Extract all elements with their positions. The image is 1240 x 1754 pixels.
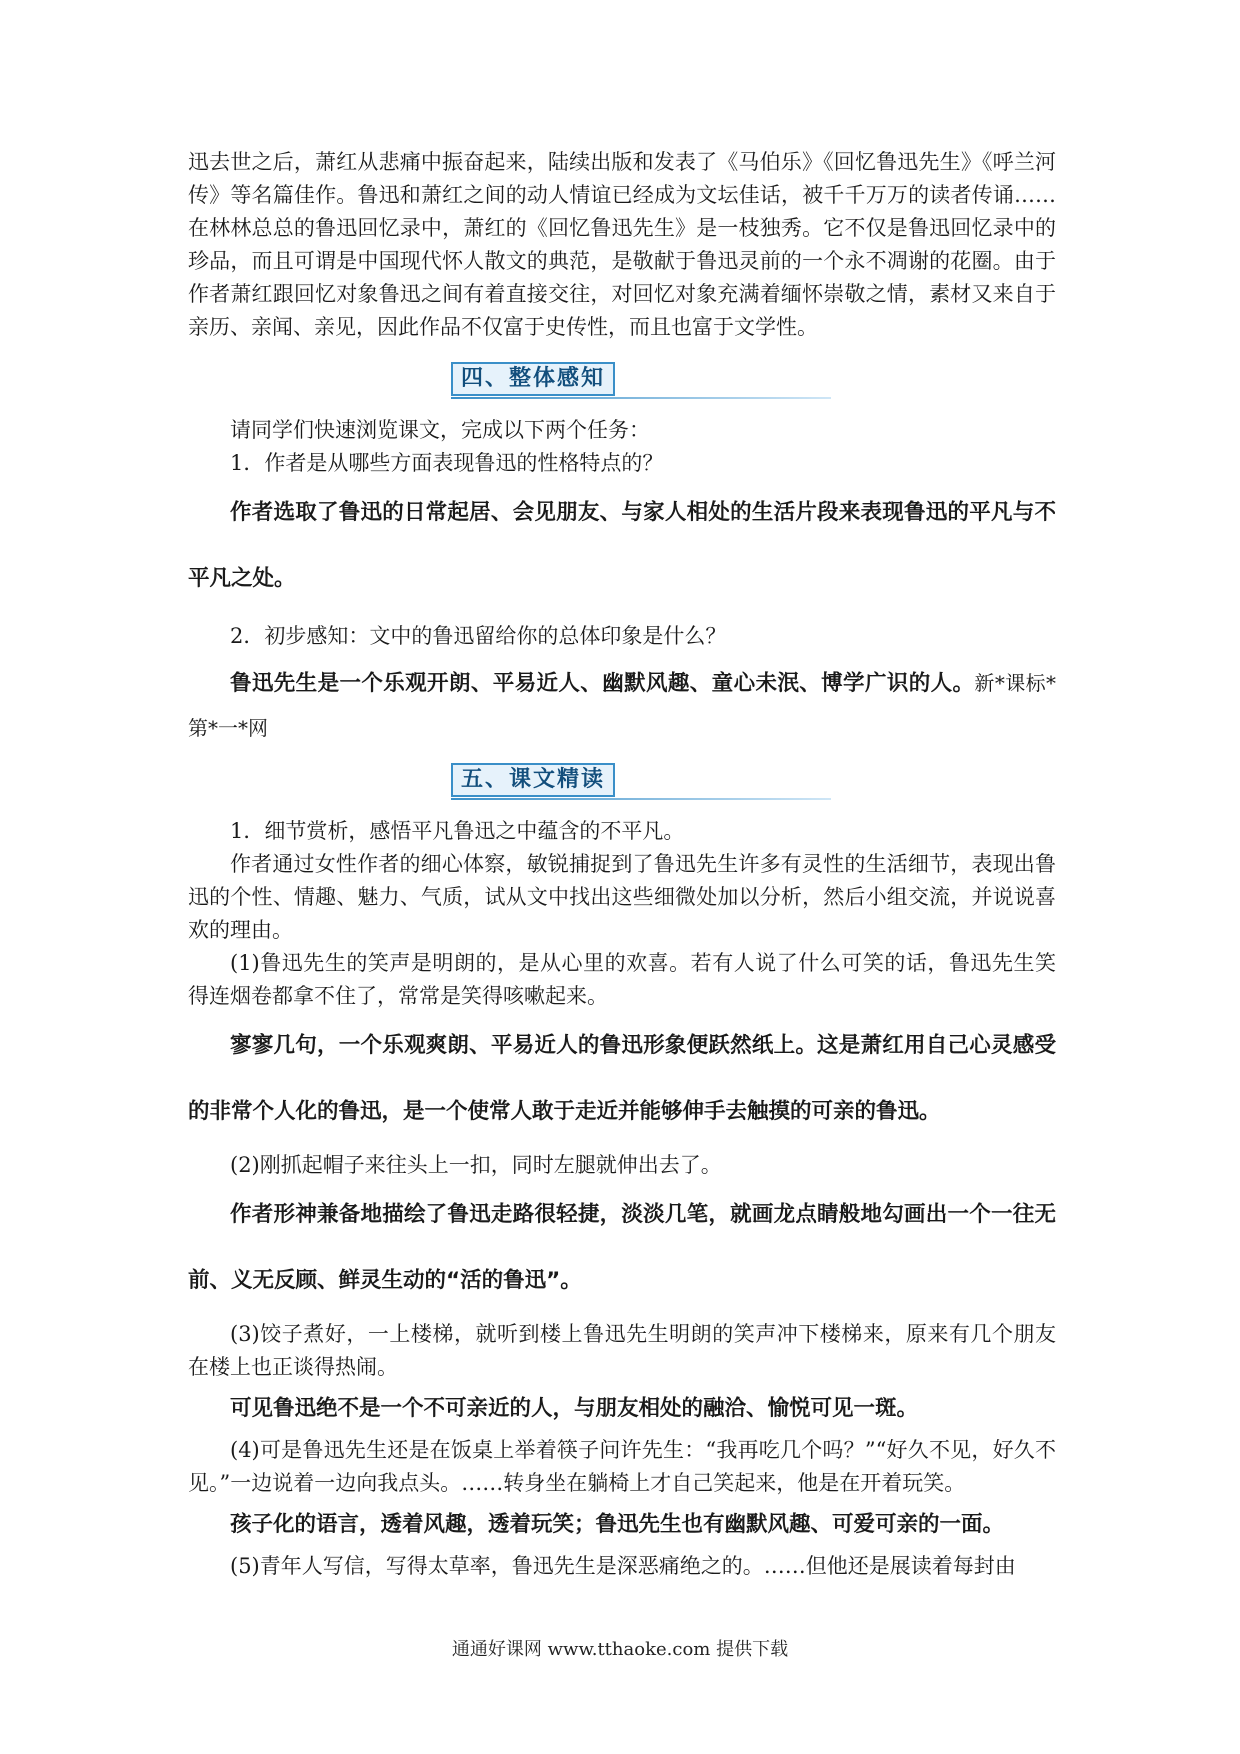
- section-5-title: 五、课文精读: [451, 763, 615, 797]
- section-4-title: 四、整体感知: [451, 362, 615, 396]
- answer-2-text: 鲁迅先生是一个乐观开朗、平易近人、幽默风趣、童心未泯、博学广识的人。: [230, 671, 975, 696]
- excerpt-4: (4)可是鲁迅先生还是在饭桌上举着筷子问许先生：“我再吃几个吗？”“好久不见，好久不见。”一边说着一边向我点头。……转身坐在躺椅上才自己笑起来，他是在开着玩笑。: [188, 1438, 1056, 1495]
- section-5-heading: [188, 759, 1056, 801]
- answer-1: 作者选取了鲁迅的日常起居、会见朋友、与家人相处的生活片段来表现鲁迅的平凡与不平凡之处。: [188, 500, 1056, 591]
- analysis-2: 作者形神兼备地描绘了鲁迅走路很轻捷，淡淡几笔，就画龙点睛般地勾画出一个一往无前、义无反顾、鲜灵生动的“活的鲁迅”。: [188, 1202, 1056, 1293]
- question-1: 1．作者是从哪些方面表现鲁迅的性格特点的？: [230, 451, 664, 475]
- analysis-1: 寥寥几句，一个乐观爽朗、平易近人的鲁迅形象便跃然纸上。这是萧红用自己心灵感受的非常个人化的鲁迅，是一个使常人敢于走近并能够伸手去触摸的可亲的鲁迅。: [188, 1033, 1056, 1124]
- answer-2-watermark: 新*课标*第*一*网: [188, 671, 1056, 740]
- section-4-heading: [188, 358, 1056, 400]
- heading-underline: [451, 397, 831, 399]
- excerpt-3: (3)饺子煮好，一上楼梯，就听到楼上鲁迅先生明朗的笑声冲下楼梯来，原来有几个朋友在楼上也正谈得热闹。: [188, 1322, 1056, 1379]
- intro-paragraph: 迅去世之后，萧红从悲痛中振奋起来，陆续出版和发表了《马伯乐》《回忆鲁迅先生》《呼兰河传》等名篇佳作。鲁迅和萧红之间的动人情谊已经成为文坛佳话，被千千万万的读者传诵……在林林总总的鲁迅回忆录中，萧红的《回忆鲁迅先生》是一枝独秀。它不仅是鲁迅回忆录中的珍品，而且可谓是中国现代怀人散文的典范，是敬献于鲁迅灵前的一个永不凋谢的花圈。由于作者萧红跟回忆对象鲁迅之间有着直接交往，对回忆对象充满着缅怀崇敬之情，素材又来自于亲历、亲闻、亲见，因此作品不仅富于史传性，而且也富于文学性。: [188, 150, 1056, 339]
- analysis-4: 孩子化的语言，透着风趣，透着玩笑；鲁迅先生也有幽默风趣、可爱可亲的一面。: [230, 1512, 1005, 1537]
- heading-underline: [451, 798, 831, 800]
- answer-2: [188, 661, 1056, 751]
- section-4-instruction: 请同学们快速浏览课文，完成以下两个任务：: [230, 418, 650, 442]
- question-2: 2．初步感知：文中的鲁迅留给你的总体印象是什么？: [230, 624, 727, 648]
- excerpt-5: (5)青年人写信，写得太草率，鲁迅先生是深恶痛绝之的。……但他还是展读着每封由: [230, 1554, 1016, 1578]
- analysis-3: 可见鲁迅绝不是一个不可亲近的人，与朋友相处的融洽、愉悦可见一斑。: [230, 1396, 919, 1421]
- page-footer: 通通好课网 www.tthaoke.com 提供下载: [451, 1639, 789, 1660]
- task-1-description: 作者通过女性作者的细心体察，敏锐捕捉到了鲁迅先生许多有灵性的生活细节，表现出鲁迅的个性、情趣、魅力、气质，试从文中找出这些细微处加以分析，然后小组交流，并说说喜欢的理由。: [188, 852, 1056, 942]
- page-content: [188, 146, 1056, 1583]
- excerpt-2: (2)刚抓起帽子来往头上一扣，同时左腿就伸出去了。: [230, 1153, 722, 1177]
- task-1: 1．细节赏析，感悟平凡鲁迅之中蕴含的不平凡。: [230, 819, 685, 843]
- excerpt-1: (1)鲁迅先生的笑声是明朗的，是从心里的欢喜。若有人说了什么可笑的话，鲁迅先生笑得连烟卷都拿不住了，常常是笑得咳嗽起来。: [188, 951, 1056, 1008]
